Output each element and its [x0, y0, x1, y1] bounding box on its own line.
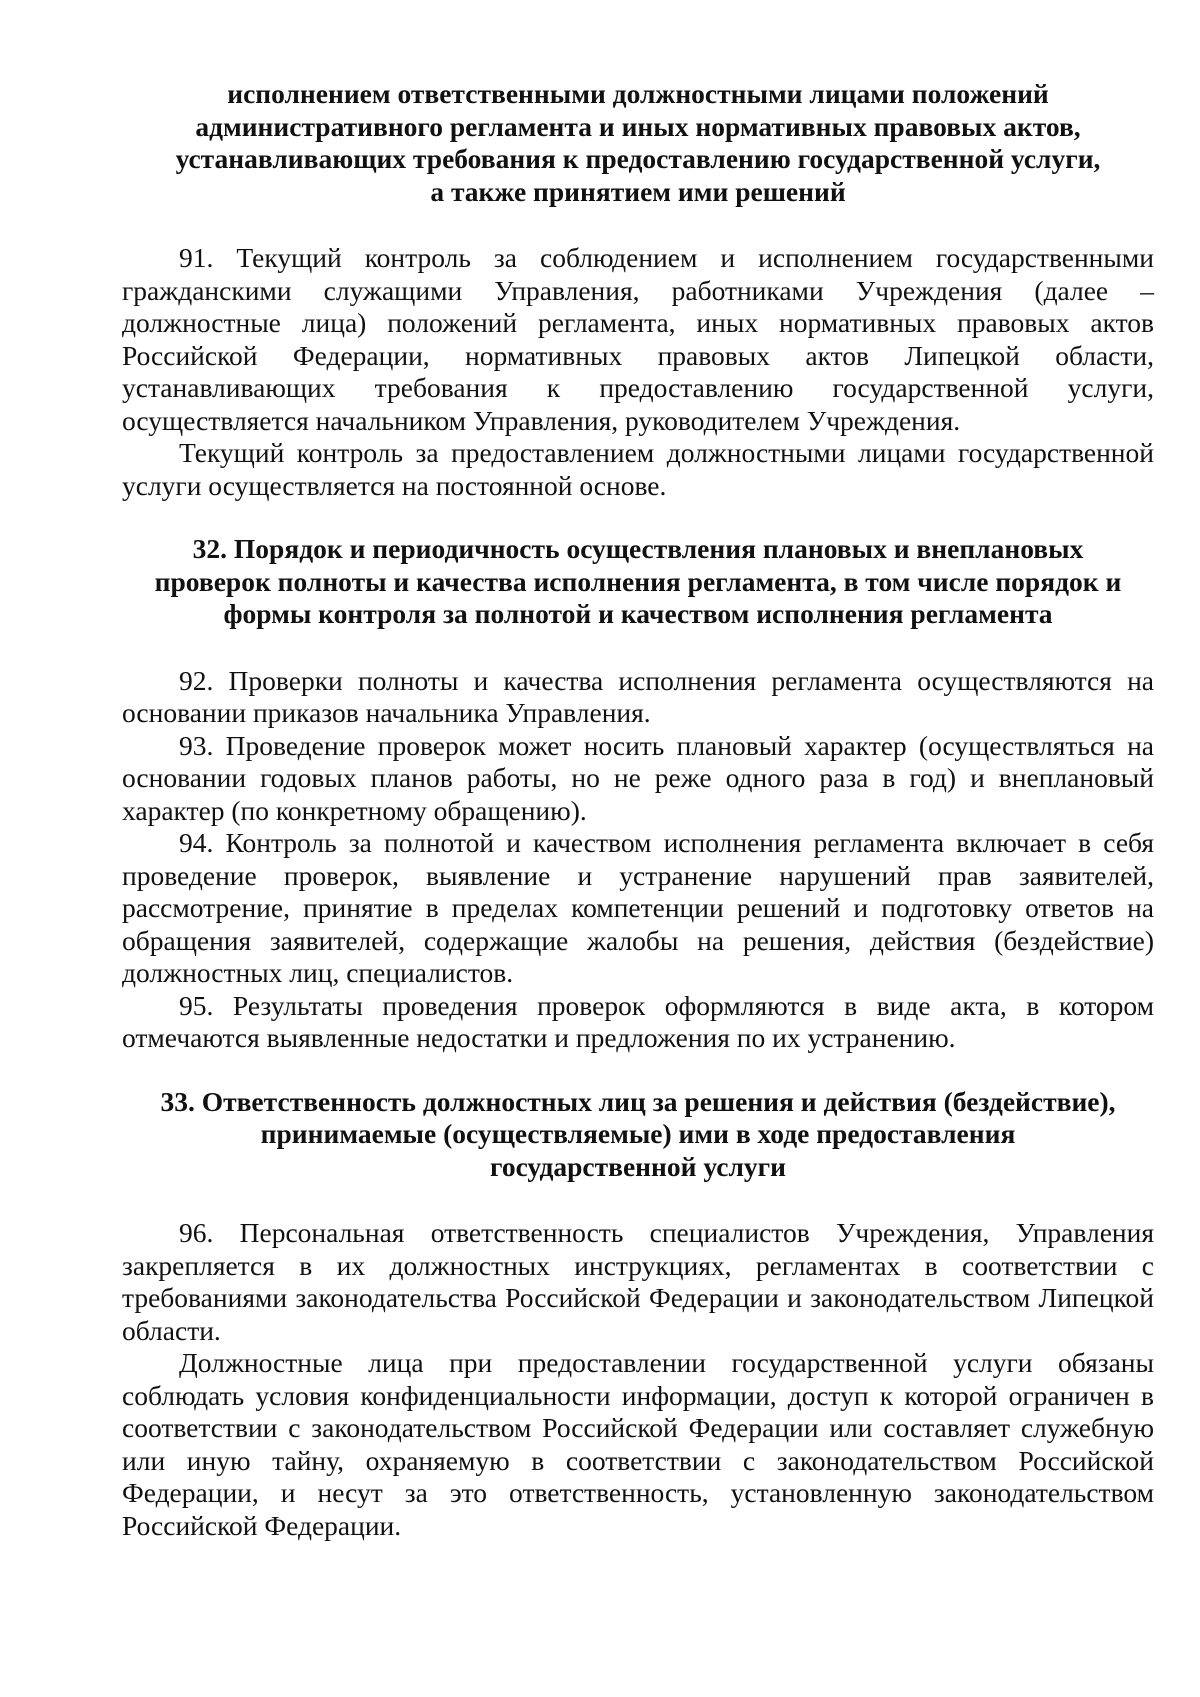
paragraph-95: 95. Результаты проведения проверок оформляются в виде акта, в котором отмечаются выявленные недостатки и предложения по их устранению.: [122, 989, 1154, 1053]
paragraph-91-continued: Текущий контроль за предоставлением должностными лицами государственной услуги осуществляется на постоянной основе.: [122, 437, 1154, 501]
spacer: [122, 208, 1154, 242]
paragraph-92: 92. Проверки полноты и качества исполнения регламента осуществляются на основании приказов начальника Управления.: [122, 664, 1154, 728]
paragraph-96-continued: Должностные лица при предоставлении государственной услуги обязаны соблюдать условия конфиденциальности информации, доступ к которой ограничен в соответствии с законодательством Российской Федерации или составляет служебную или иную тайну, охраняемую в соответствии с законодательством Российской Федерации, и несут за это ответственность, установленную законодательством Российской Федерации.: [122, 1347, 1154, 1541]
heading-line: 33. Ответственность должностных лиц за решения и действия (бездействие),: [160, 1085, 1116, 1117]
spacer: [122, 1055, 1154, 1086]
section-heading-continued: [122, 78, 1154, 208]
section-heading-33: [122, 1086, 1154, 1184]
heading-line: а также принятием ими решений: [430, 175, 846, 207]
heading-line: принимаемые (осуществляемые) ими в ходе предоставления: [260, 1118, 1016, 1149]
paragraph-94: 94. Контроль за полнотой и качеством исполнения регламента включает в себя проведение проверок, выявление и устранение нарушений прав заявителей, рассмотрение, принятие в пределах компетенции решений и подготовку ответов на обращения заявителей, содержащие жалобы на решения, действия (бездействие) должностных лиц, специалистов.: [122, 827, 1154, 988]
heading-line: исполнением ответственными должностными лицами положений: [227, 78, 1049, 109]
spacer: [122, 1183, 1154, 1217]
heading-line: формы контроля за полнотой и качеством исполнения регламента: [223, 598, 1053, 629]
section-heading-32: [122, 533, 1154, 631]
heading-line: административного регламента и иных нормативных правовых актов,: [195, 110, 1081, 142]
heading-line: 32. Порядок и периодичность осуществления плановых и внеплановых: [192, 533, 1084, 564]
heading-line: проверок полноты и качества исполнения регламента, в том числе порядок и: [154, 565, 1122, 597]
spacer: [122, 631, 1154, 665]
paragraph-93: 93. Проведение проверок может носить плановый характер (осуществляться на основании годовых планов работы, но не реже одного раза в год) и внеплановый характер (по конкретному обращению).: [122, 729, 1154, 826]
paragraph-91: 91. Текущий контроль за соблюдением и исполнением государственными гражданскими служащими Управления, работниками Учреждения (далее – должностные лица) положений регламента, иных нормативных правовых актов Российской Федерации, нормативных правовых актов Липецкой области, устанавливающих требования к предоставлению государственной услуги, осуществляется начальником Управления, руководителем Учреждения.: [122, 242, 1154, 436]
document-page: [122, 78, 1154, 1542]
heading-line: государственной услуги: [490, 1150, 786, 1182]
spacer: [122, 502, 1154, 533]
heading-line: устанавливающих требования к предоставлению государственной услуги,: [175, 143, 1101, 174]
paragraph-96: 96. Персональная ответственность специалистов Учреждения, Управления закрепляется в их должностных инструкциях, регламентах в соответствии с требованиями законодательства Российской Федерации и законодательством Липецкой области.: [122, 1217, 1154, 1346]
